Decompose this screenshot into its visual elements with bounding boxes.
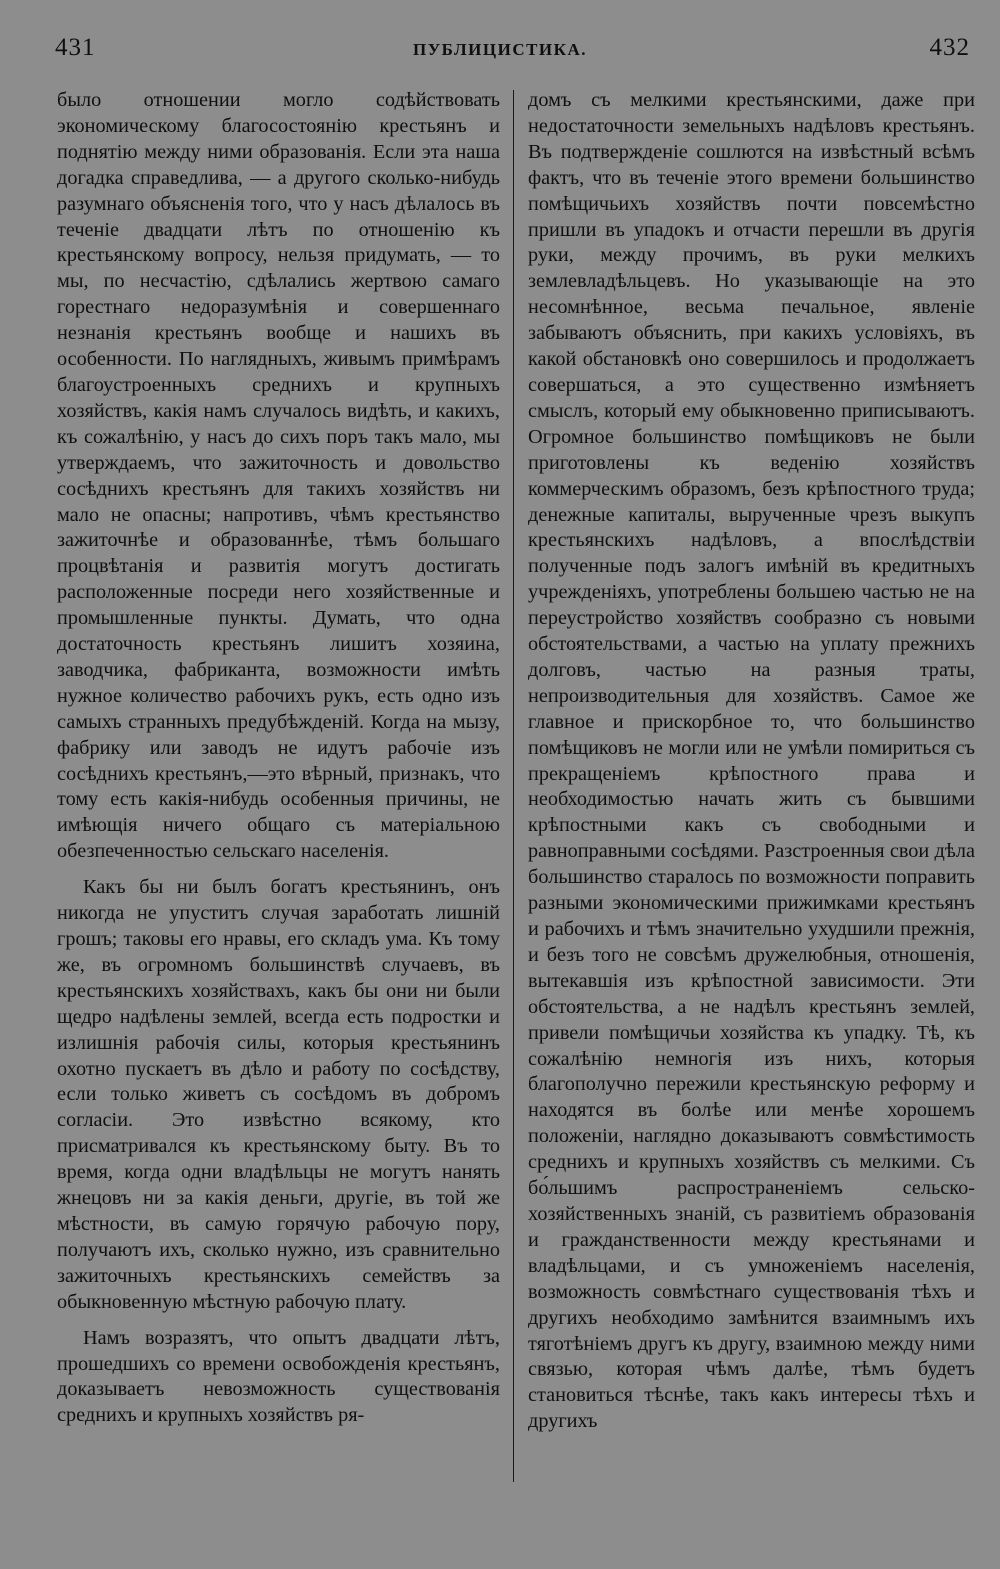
left-paragraph-3: Намъ возразятъ, что опытъ двадцати лѣтъ, прошедшихъ со времени освобожденія крестьянъ, доказываетъ невозможность существованія среднихъ и крупныхъ хозяйствъ ря- — [57, 1326, 500, 1427]
column-divider — [513, 90, 514, 1482]
page-number-right: 432 — [929, 34, 970, 61]
left-column — [57, 88, 500, 1429]
left-paragraph-1: было отношении могло содѣйствовать экономическому благосостоянію крестьянъ и поднятію между ними образованія. Если эта наша догадка справедлива, — а другого сколько-нибудь разумнаго объясненія того, что у насъ дѣлалось въ теченіе двадцати лѣтъ по отношенію къ крестьянскому вопросу, нельзя придумать, — то мы, по несчастію, сдѣлались жертвою самаго горестнаго недоразумѣнія и совершеннаго незнанія крестьянъ вообще и нашихъ въ особенности. По наглядныхъ, живымъ примѣрамъ благоустроенныхъ среднихъ и крупныхъ хозяйствъ, какія намъ случалось видѣть, и какихъ, къ сожалѣнію, у насъ до сихъ поръ такъ мало, мы утверждаемъ, что зажиточность и довольство сосѣднихъ крестьянъ для такихъ хозяйствъ ни мало не опасны; напротивъ, чѣмъ крестьянство зажиточнѣе и образованнѣе, тѣмъ большаго процвѣтанія и развитія могутъ достигать расположенные посреди него хозяйственные и промышленные пункты. Думать, что одна достаточность крестьянъ лишитъ хозяина, заводчика, фабриканта, возможности имѣть нужное количество рабочихъ рукъ, есть одно изъ самыхъ странныхъ предубѣжденій. Когда на мызу, фабрику или заводъ не идутъ рабочіе изъ сосѣднихъ крестьянъ,—это вѣрный, признакъ, что тому есть какія-нибудь особенныя причины, не имѣющія ничего общаго съ матеріальною обезпеченностью сельскаго населенія. — [57, 89, 500, 863]
right-column — [528, 88, 975, 1435]
left-paragraph-2: Какъ бы ни былъ богатъ крестьянинъ, онъ никогда не упуститъ случая заработать лишній грошъ; таковы его нравы, его складъ ума. Къ тому же, въ огромномъ большинствѣ случаевъ, въ крестьянскихъ хозяйствахъ, какъ бы они ни были щедро надѣлены землей, всегда есть подростки и излишнія рабочія силы, которыя крестьянинъ охотно пускаетъ въ дѣло и работу по сосѣдству, если только живетъ съ сосѣдомъ въ добромъ согласіи. Это извѣстно всякому, кто присматривался къ крестьянскому быту. Въ то время, когда одни владѣльцы не могутъ нанять жнецовъ ни за какія деньги, другіе, въ той же мѣстности, въ самую горячую рабочую пору, получаютъ ихъ, сколько нужно, изъ сравнительно зажиточныхъ крестьянскихъ семействъ за обыкновенную мѣстную рабочую плату. — [57, 876, 500, 1313]
running-head: ПУБЛИЦИСТИКА. — [412, 40, 588, 59]
page-number-left: 431 — [55, 34, 96, 61]
right-paragraph-1: домъ съ мелкими крестьянскими, даже при недостаточности земельныхъ надѣловъ крестьянъ. Въ подтвержденіе сошлются на извѣстный всѣмъ фактъ, что въ теченіе этого времени большинство помѣщичьихъ хозяйствъ почти повсемѣстно пришли въ упадокъ и отчасти перешли въ другія руки, между прочимъ, въ руки мелкихъ землевладѣльцевъ. Но указывающіе на это несомнѣнное, весьма печальное, явленіе забываютъ объяснить, при какихъ условіяхъ, въ какой обстановкѣ оно совершилось и продолжаетъ совершаться, а это существенно измѣняетъ смыслъ, который ему обыкновенно приписываютъ. Огромное большинство помѣщиковъ не были приготовлены къ веденію хозяйствъ коммерческимъ образомъ, безъ крѣпостного труда; денежные капиталы, вырученные чрезъ выкупъ крестьянскихъ надѣловъ, а впослѣдствіи полученные подъ залогъ имѣній въ кредитныхъ учрежденіяхъ, употреблены большею частью не на переустройство хозяйствъ сообразно съ новыми обстоятельствами, а частью на уплату прежнихъ долговъ, частью на разныя траты, непроизводительныя для хозяйствъ. Самое же главное и прискорбное то, что большинство помѣщиковъ не могли или не умѣли помириться съ прекращеніемъ крѣпостного права и необходимостью начать жить съ бывшими крѣпостными какъ съ свободными и равноправными сосѣдями. Разстроенныя свои дѣла большинство старалось по возможности поправить разными экономическими прижимками крестьянъ и рабочихъ и тѣмъ значительно ухудшили прежнія, и безъ того не совсѣмъ дружелюбныя, отношенія, вытекавшія изъ крѣпостной зависимости. Эти обстоятельства, а не надѣлъ крестьянъ землей, привели помѣщичьи хозяйства къ упадку. Тѣ, къ сожалѣнію немногія изъ нихъ, которыя благополучно пережили крестьянскую реформу и находятся въ болѣе или менѣе хорошемъ положеніи, наглядно доказываютъ совмѣстимость среднихъ и крупныхъ хозяйствъ съ мелкими. Съ бо́льшимъ распространеніемъ сельско-хозяйственныхъ знаній, съ развитіемъ образованія и гражданственности между крестьянами и владѣльцами, и съ умноженіемъ населенія, возможность совмѣстнаго существованія тѣхъ и другихъ необходимо замѣнится взаимнымъ ихъ тяготѣніемъ другъ къ другу, взаимною между ними связью, которая чѣмъ далѣе, тѣмъ будетъ становиться тѣснѣе, такъ какъ интересы тѣхъ и другихъ — [528, 89, 975, 1433]
page-header — [0, 0, 1000, 70]
